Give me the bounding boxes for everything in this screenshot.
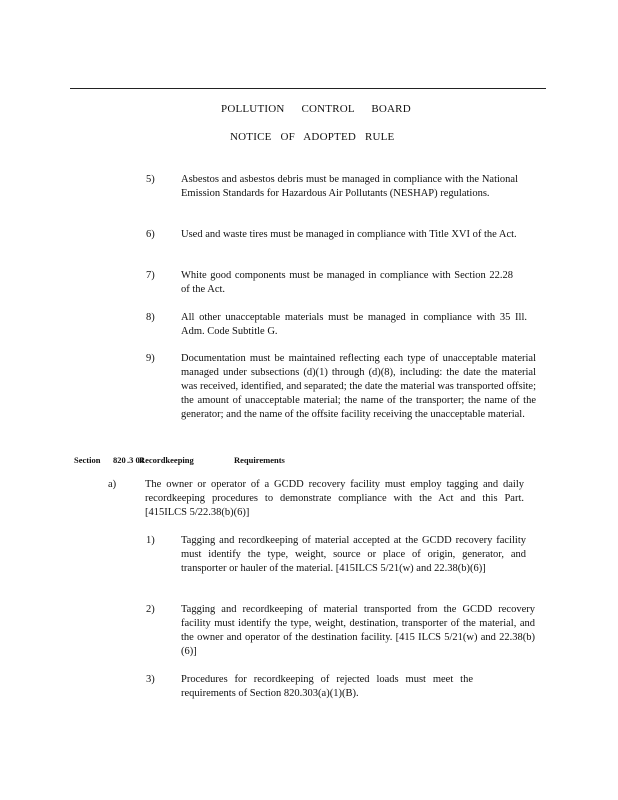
item-6-number: 6) (146, 229, 155, 240)
para-a-text: The owner or operator of a GCDD recovery facility must employ tagging and daily recordkeeping procedures to demonstrate compliance with the Act and this Part. [415ILCS 5/22.38(b)(6)] (145, 479, 524, 518)
notice-title: NOTICE OF ADOPTED RULE (230, 131, 395, 143)
item-5-number: 5) (146, 174, 155, 185)
item-2-text: Tagging and recordkeeping of material transported from the GCDD recovery facility must identify the type, weight, destination, transporter of the material, and the owner and operator of the destination facility. [415 ILCS 5/21(w) and 22.38(b)(6)] (181, 604, 535, 657)
item-1-number: 1) (146, 535, 155, 546)
item-1-text: Tagging and recordkeeping of material accepted at the GCDD recovery facility must identify the type, weight, source or place of origin, generator, and transporter or hauler of the material. [415ILCS 5/21(w) and 22.38(b)(6)] (181, 535, 526, 574)
item-8-number: 8) (146, 312, 155, 323)
item-3-text: Procedures for recordkeeping of rejected loads must meet the requirements of Section 820.303(a)(1)(B). (181, 674, 473, 699)
item-6-text: Used and waste tires must be managed in compliance with Title XVI of the Act. (181, 229, 517, 240)
item-9-number: 9) (146, 353, 155, 364)
section-label: Section (74, 455, 101, 465)
item-3-number: 3) (146, 674, 155, 685)
board-title: POLLUTION CONTROL BOARD (221, 103, 411, 115)
item-9-text: Documentation must be maintained reflecting each type of unacceptable material managed under subsections (d)(1) through (d)(8), including: the date the material was received, identified, and separated; the date the material was transported offsite; the amount of unacceptable material; the name of the transporter; the name of the generator; and the name of the offsite facility receiving the unacceptable material. (181, 353, 536, 420)
section-title-b: Requirements (234, 455, 285, 465)
header-rule (70, 88, 546, 89)
item-5-text: Asbestos and asbestos debris must be managed in compliance with the National Emission Standards for Hazardous Air Pollutants (NESHAP) regulations. (181, 174, 518, 199)
para-a-number: a) (108, 479, 117, 490)
item-7-text: White good components must be managed in compliance with Section 22.28 of the Act. (181, 270, 513, 295)
section-title-a: Recordkeeping (139, 455, 194, 465)
section-part: 820 (113, 455, 126, 465)
section-number: .3 04 (127, 455, 144, 465)
item-7-number: 7) (146, 270, 155, 281)
item-8-text: All other unacceptable materials must be managed in compliance with 35 Ill. Adm. Code Subtitle G. (181, 312, 527, 337)
item-2-number: 2) (146, 604, 155, 615)
